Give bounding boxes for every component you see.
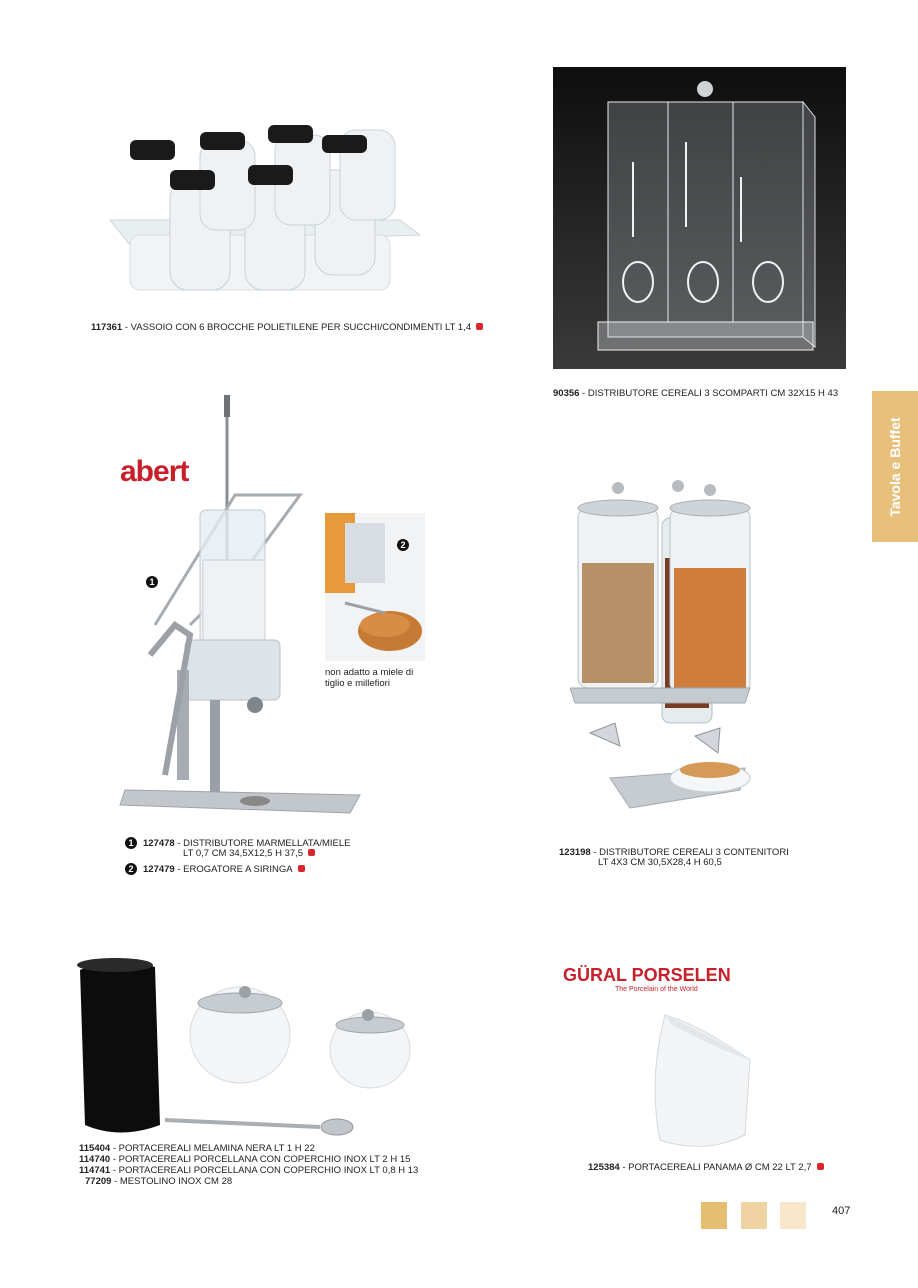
marker-1: 1 [146,572,164,590]
bullet-icon [308,849,315,856]
caption-group [79,1143,418,1187]
panama-cereal-holder-image [640,1000,780,1155]
caption-125384: 125384 - PORTACEREALI PANAMA Ø CM 22 LT 2,7 [588,1162,824,1173]
caption-114741: 114741 - PORTACEREALI PORCELLANA CON COPERCHIO INOX LT 0,8 H 13 [79,1165,419,1176]
caption-127478-line2: LT 0,7 CM 34,5X12,5 H 37,5 [183,848,315,859]
bullet-icon [298,865,305,872]
section-tab [872,391,918,542]
cereal-dispenser-3-containers-image [570,478,760,828]
page-number: 407 [832,1205,851,1217]
marker-2: 2 [397,535,415,553]
bullet-icon [817,1163,824,1170]
color-swatch-1 [701,1202,727,1229]
cereal-dispenser-3-compartments-image [553,67,846,369]
caption-115404: 115404 - PORTACEREALI MELAMINA NERA LT 1 H 22 [79,1143,315,1154]
color-swatch-2 [741,1202,767,1229]
caption-123198: 123198 - DISTRIBUTORE CEREALI 3 CONTENITORI [559,847,789,858]
bullet-icon [476,323,483,330]
pitcher-tray-image [100,110,420,310]
abert-note: non adatto a miele di tiglio e millefiori [325,667,414,689]
gural-logo: GÜRAL PORSELEN The Porcelain of the World [563,965,731,993]
caption-114740: 114740 - PORTACEREALI PORCELLANA CON COPERCHIO INOX LT 2 H 15 [79,1154,411,1165]
color-swatch-3 [780,1202,806,1229]
caption-77209: 77209 - MESTOLINO INOX CM 28 [85,1176,233,1187]
abert-logo: abert [120,455,189,488]
caption-127478: 1 127478 - DISTRIBUTORE MARMELLATA/MIELE [125,837,350,849]
caption-127479: 2 127479 - EROGATORE A SIRINGA [125,863,305,875]
section-tab-label: Tavola e Buffet [887,416,903,517]
caption-117361: 117361 - VASSOIO CON 6 BROCCHE POLIETILENE PER SUCCHI/CONDIMENTI LT 1,4 [91,322,483,333]
caption-123198-line2: LT 4X3 CM 30,5X28,4 H 60,5 [598,857,722,868]
caption-90356: 90356 - DISTRIBUTORE CEREALI 3 SCOMPARTI CM 32X15 H 43 [553,388,839,399]
cereal-holders-group-image [75,955,420,1145]
